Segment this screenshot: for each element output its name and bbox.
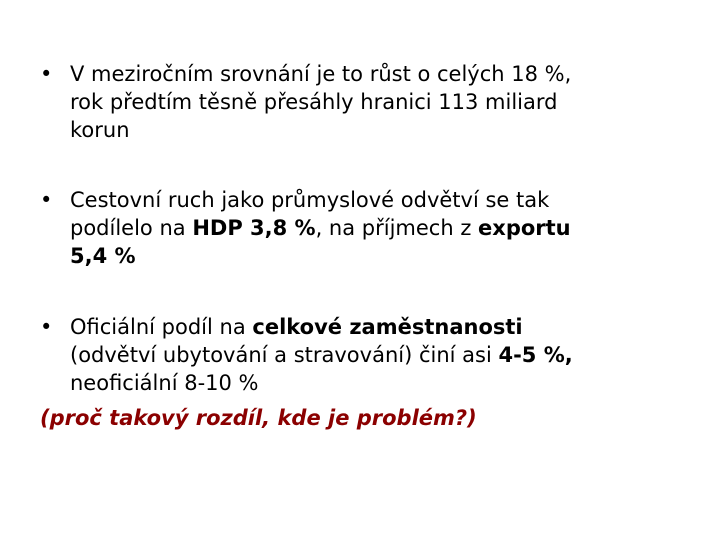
bullet-text xyxy=(70,313,680,397)
bullet-line: korun xyxy=(70,118,130,142)
bullet-line: V meziročním srovnání je to růst o celých 18 %, xyxy=(70,62,572,86)
bullet-text xyxy=(70,60,680,144)
bullet-marker: • xyxy=(40,188,53,212)
bullet-line xyxy=(70,214,680,242)
bullet-line: rok předtím těsně přesáhly hranici 113 miliard xyxy=(70,90,558,114)
question-text: (proč takový rozdíl, kde je problém?) xyxy=(40,406,477,430)
bullet-item-gdp-share xyxy=(40,186,680,270)
bullet-item-growth xyxy=(40,60,680,144)
highlight-export: exportu xyxy=(478,216,571,240)
bullet-line xyxy=(70,313,680,341)
bullet-item-employment xyxy=(40,313,680,397)
text-segment: podílelo na xyxy=(70,216,193,240)
bullet-text xyxy=(70,186,680,270)
highlight-gdp: HDP 3,8 % xyxy=(192,216,316,240)
bullet-line xyxy=(70,341,680,369)
bullet-line: neoficiální 8-10 % xyxy=(70,371,259,395)
highlight-employment: celkové zaměstnanosti xyxy=(252,315,523,339)
bullet-marker: • xyxy=(40,62,53,86)
text-segment: Oficiální podíl na xyxy=(70,315,253,339)
highlight-employment-value: 4-5 %, xyxy=(498,343,573,367)
text-segment: (odvětví ubytování a stravování) činí asi xyxy=(70,343,499,367)
highlight-export-value: 5,4 % xyxy=(70,244,136,268)
text-segment: , na příjmech z xyxy=(315,216,479,240)
bullet-line: Cestovní ruch jako průmyslové odvětví se tak xyxy=(70,188,550,212)
bullet-marker: • xyxy=(40,315,53,339)
